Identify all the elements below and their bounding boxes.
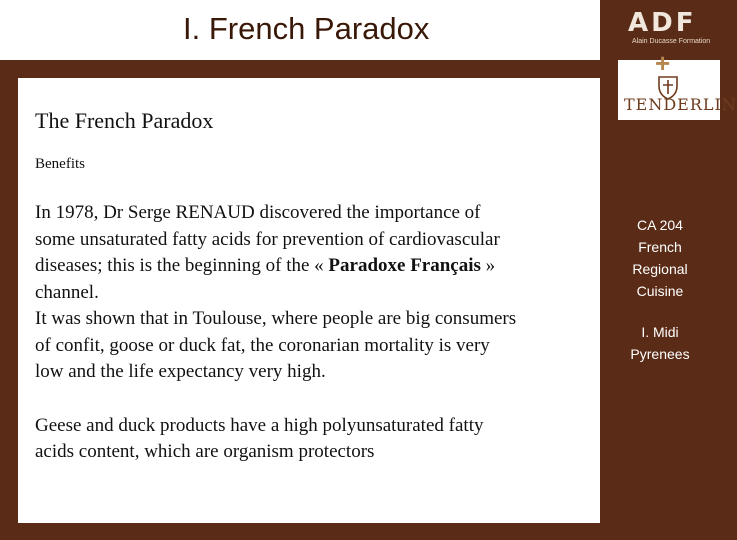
text-line: low and the life expectancy very high. xyxy=(35,361,326,382)
text-line: It was shown that in Toulouse, where people are big consumers xyxy=(35,308,517,329)
text-fragment: » xyxy=(480,255,496,276)
adf-logo-subtext: Alain Ducasse Formation xyxy=(632,38,711,45)
section-label xyxy=(618,321,702,365)
adf-logo-text: ADF xyxy=(628,8,697,38)
text-line: some unsaturated fatty acids for prevention of cardiovascular xyxy=(35,228,500,250)
course-line: Cuisine xyxy=(636,283,684,299)
slide-title: I. French Paradox xyxy=(183,11,430,46)
title-bar xyxy=(0,0,600,60)
text-line: Geese and duck products have a high polyunsaturated fatty xyxy=(35,414,484,436)
text-line: acids content, which are organism protectors xyxy=(35,441,375,462)
paragraph-gap xyxy=(35,386,600,413)
text-line xyxy=(35,253,600,280)
tenderlin-logo-text: TENDERLIN xyxy=(624,95,737,114)
slide-heading: The French Paradox xyxy=(35,108,214,133)
slide-subheading: Benefits xyxy=(35,156,85,172)
logo xyxy=(618,0,737,120)
text-line: of confit, goose or duck fat, the coronarian mortality is very xyxy=(35,334,490,356)
body-text xyxy=(35,200,600,466)
paragraph-1 xyxy=(35,200,600,386)
section-line: I. Midi xyxy=(641,324,679,340)
bold-term: Paradoxe Français xyxy=(328,255,481,276)
section-line: Pyrenees xyxy=(630,346,690,362)
text-line: In 1978, Dr Serge RENAUD discovered the importance of xyxy=(35,202,481,223)
tenderlin-logo xyxy=(618,48,737,120)
paragraph-2 xyxy=(35,413,600,466)
text-fragment: diseases; this is the beginning of the « xyxy=(35,255,329,276)
plus-sign: + xyxy=(655,48,671,78)
course-label xyxy=(618,214,702,302)
course-line: CA 204 xyxy=(637,217,683,233)
course-line: Regional xyxy=(632,261,688,277)
course-line: French xyxy=(638,239,682,255)
content-panel xyxy=(18,78,600,523)
text-line: channel. xyxy=(35,281,99,303)
